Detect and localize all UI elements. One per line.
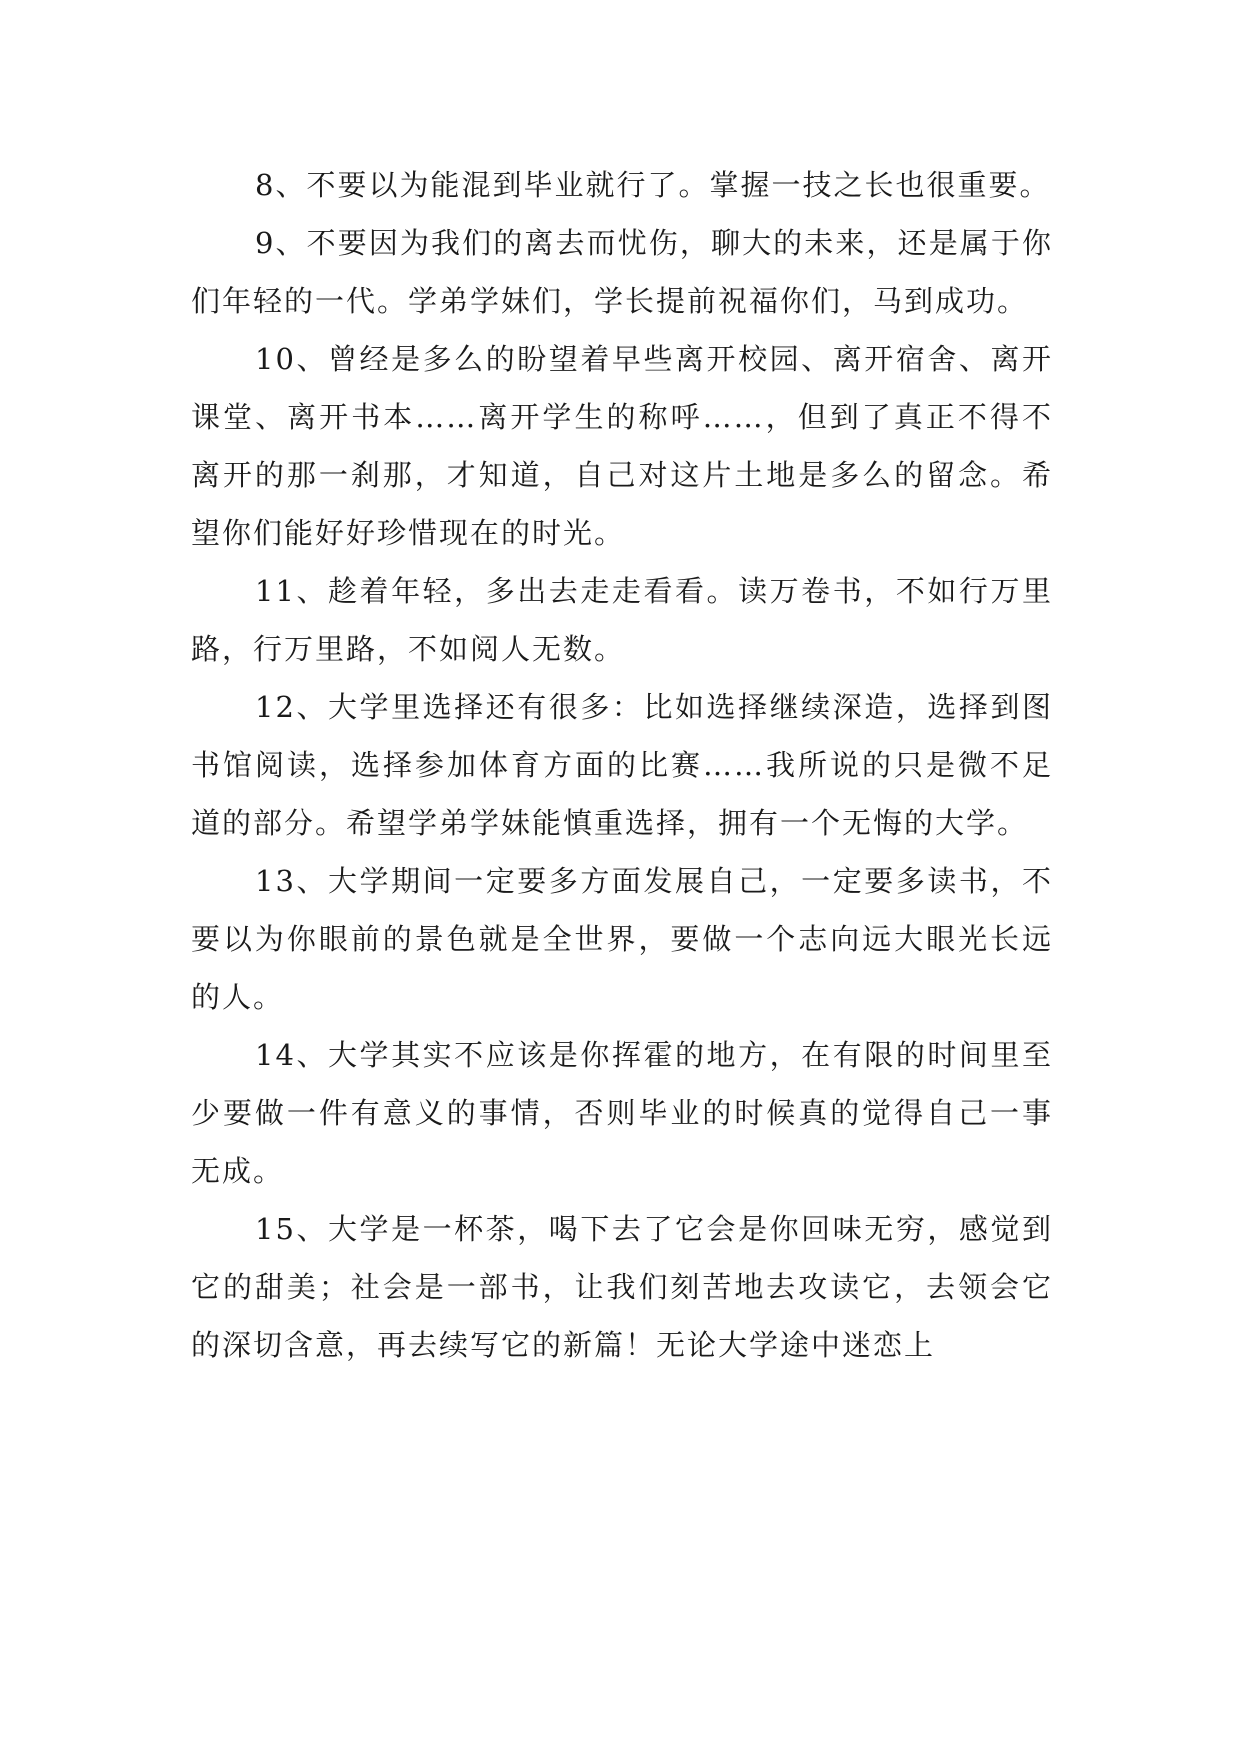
paragraph-15: 15、大学是一杯茶，喝下去了它会是你回味无穷，感觉到它的甜美；社会是一部书，让我们刻苦地去攻读它，去领会它的深切含意，再去续写它的新篇！无论大学途中迷恋上 — [191, 1212, 1053, 1362]
paragraph-11: 11、趁着年轻，多出去走走看看。读万卷书，不如行万里路，行万里路，不如阅人无数。 — [191, 574, 1053, 666]
paragraph-9: 9、不要因为我们的离去而忧伤，聊大的未来，还是属于你们年轻的一代。学弟学妹们，学长提前祝福你们，马到成功。 — [191, 226, 1053, 318]
paragraph-13: 13、大学期间一定要多方面发展自己，一定要多读书，不要以为你眼前的景色就是全世界，要做一个志向远大眼光长远的人。 — [191, 864, 1053, 1014]
paragraph-10: 10、曾经是多么的盼望着早些离开校园、离开宿舍、离开课堂、离开书本……离开学生的称呼……，但到了真正不得不离开的那一刹那，才知道，自己对这片土地是多么的留念。希望你们能好好珍惜现在的时光。 — [191, 342, 1053, 550]
paragraph-14: 14、大学其实不应该是你挥霍的地方，在有限的时间里至少要做一件有意义的事情，否则毕业的时候真的觉得自己一事无成。 — [191, 1038, 1053, 1188]
document-body — [191, 156, 1053, 1374]
paragraph-12: 12、大学里选择还有很多：比如选择继续深造，选择到图书馆阅读，选择参加体育方面的比赛……我所说的只是微不足道的部分。希望学弟学妹能慎重选择，拥有一个无悔的大学。 — [191, 690, 1053, 840]
paragraph-8: 8、不要以为能混到毕业就行了。掌握一技之长也很重要。 — [255, 168, 1051, 202]
